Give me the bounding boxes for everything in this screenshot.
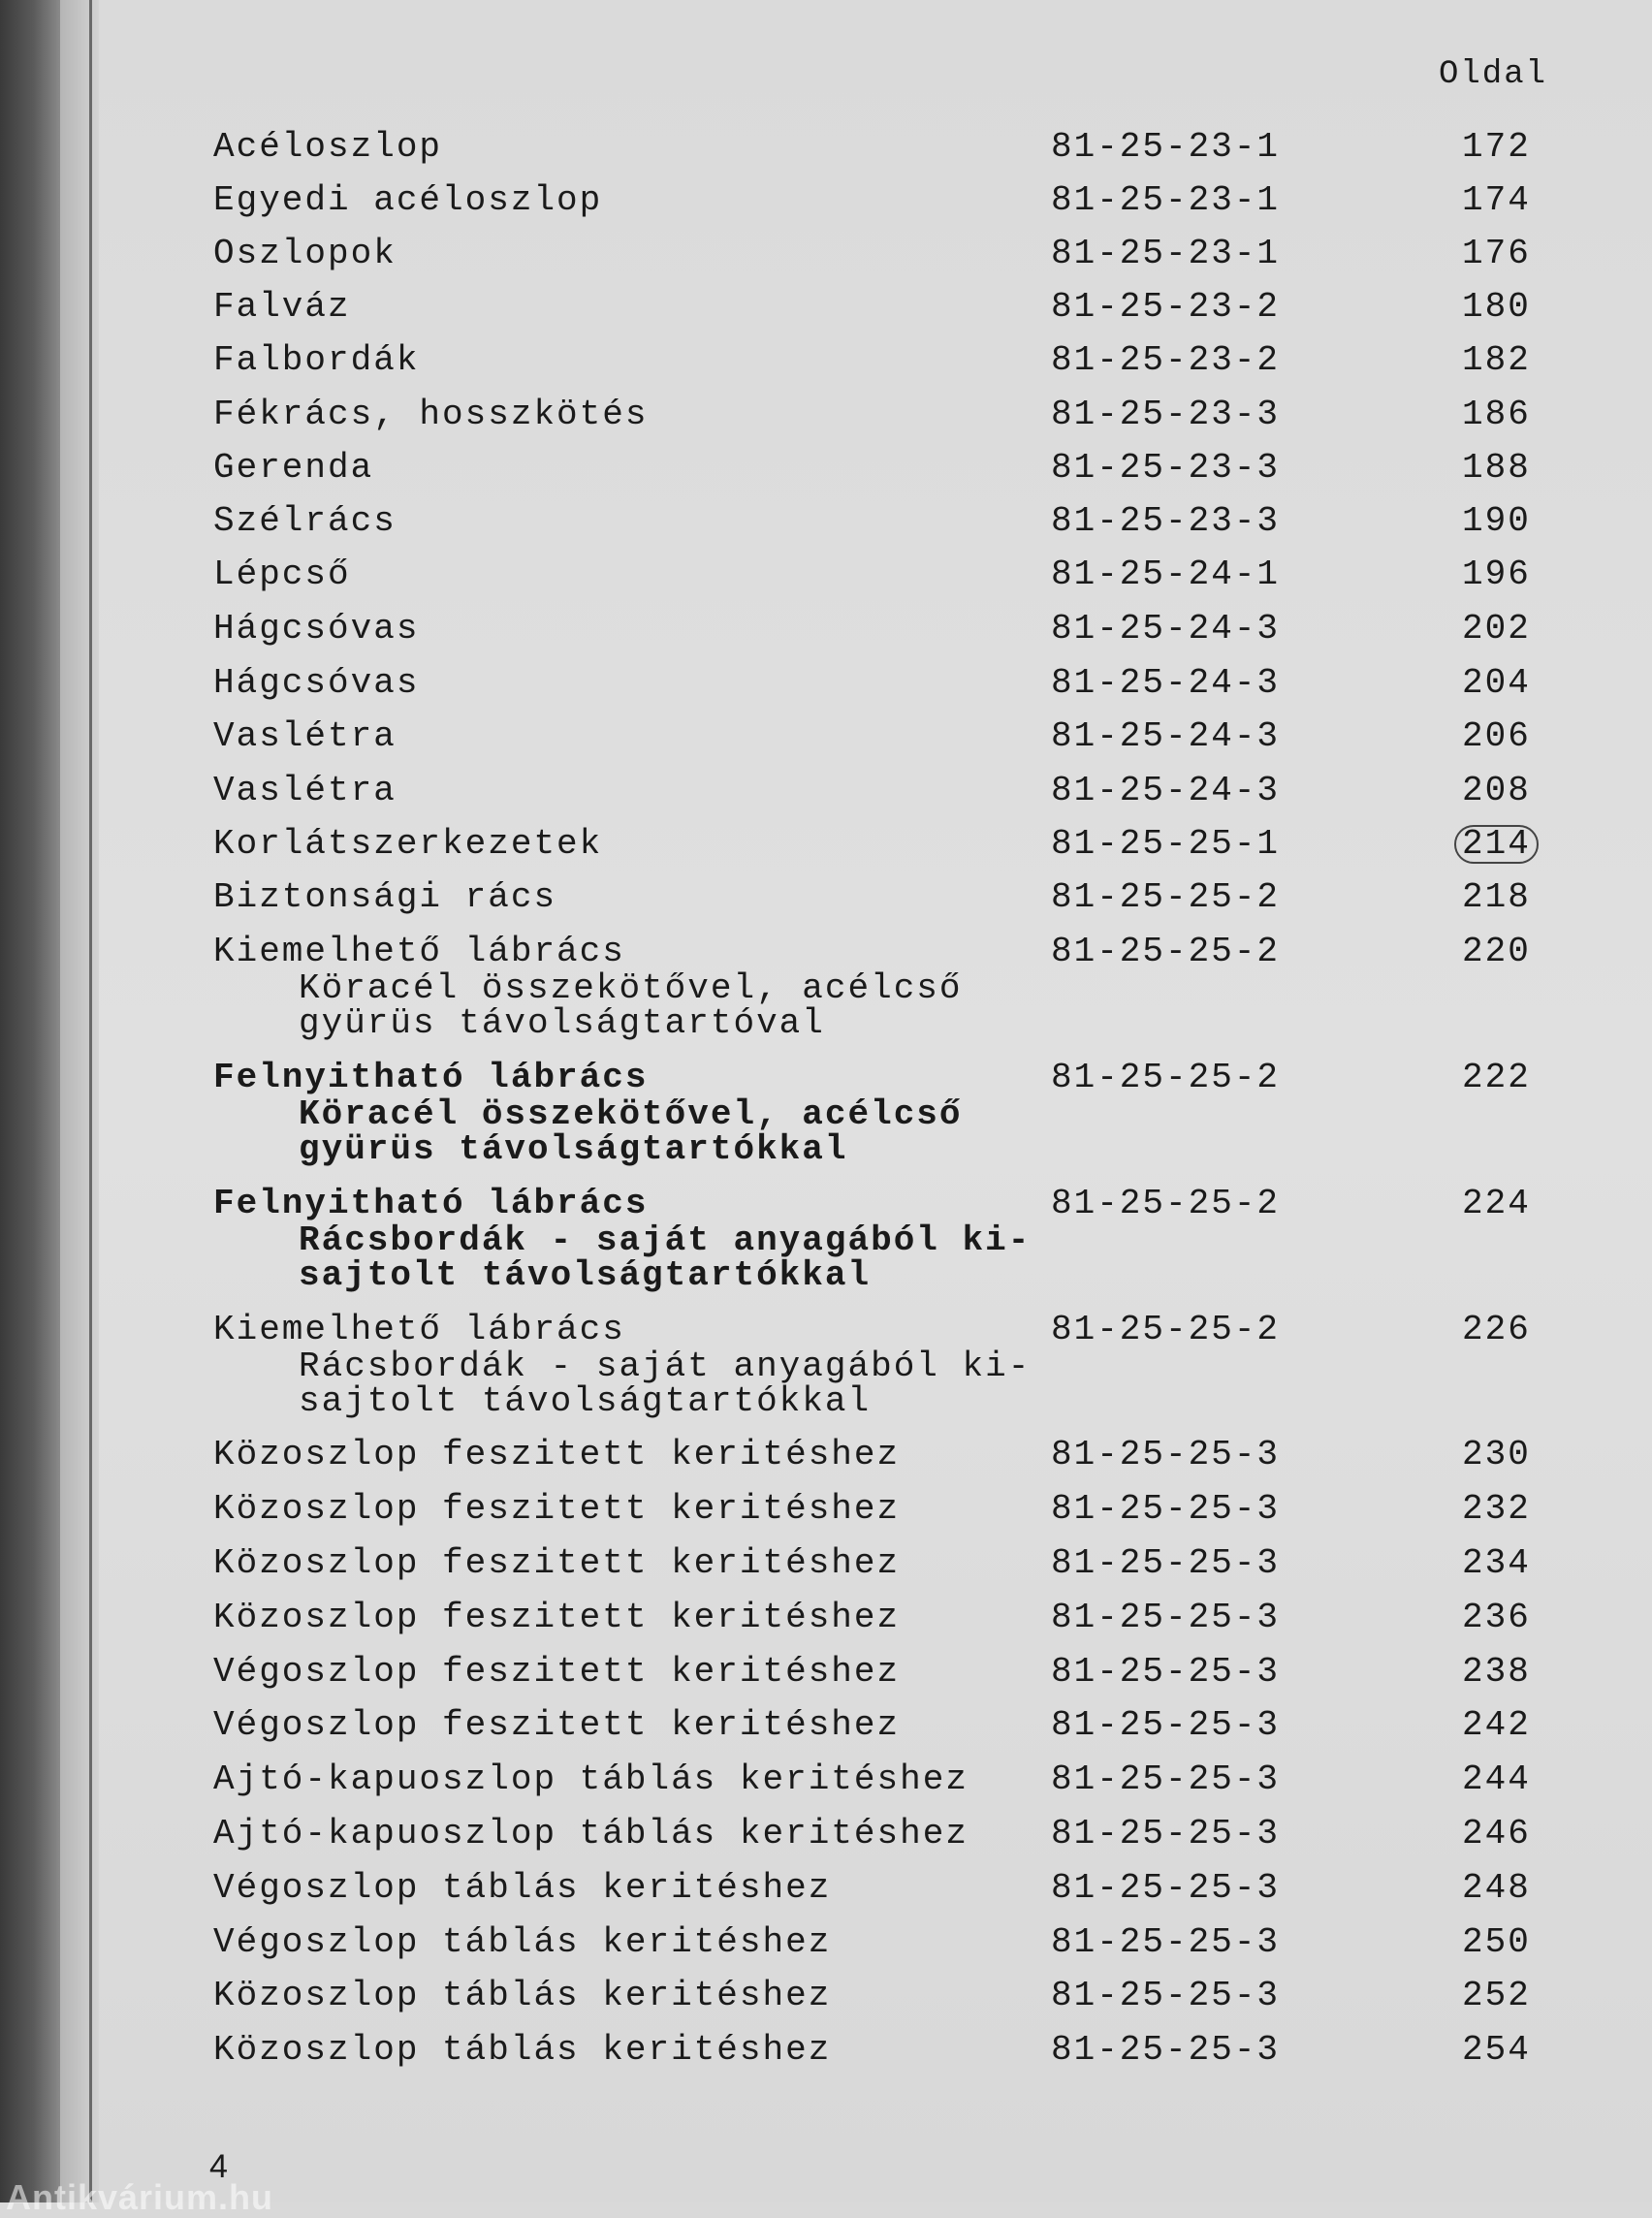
entry-title: Közoszlop táblás keritéshez bbox=[213, 2030, 832, 2070]
entry-title: Közoszlop feszitett keritéshez bbox=[213, 1435, 901, 1474]
entry-title: Hágcsóvas bbox=[213, 609, 420, 649]
entry-title: Közoszlop feszitett keritéshez bbox=[213, 1598, 901, 1637]
entry-title: Oszlopok bbox=[213, 234, 397, 273]
entry-page: 232 bbox=[1462, 1489, 1531, 1529]
entry-code: 81-25-23-3 bbox=[1051, 501, 1281, 541]
entry-title: Kiemelhető lábrács bbox=[213, 1310, 625, 1349]
entry-page: 234 bbox=[1462, 1543, 1531, 1583]
footer-page-number: 4 bbox=[209, 2148, 228, 2185]
entry-code: 81-25-23-2 bbox=[1051, 340, 1281, 380]
entry-code: 81-25-24-3 bbox=[1051, 771, 1281, 810]
entry-page: 248 bbox=[1462, 1868, 1531, 1908]
binding-line bbox=[89, 0, 92, 2202]
entry-code: 81-25-23-1 bbox=[1051, 180, 1281, 220]
entry-title: Egyedi acéloszlop bbox=[213, 180, 603, 220]
entry-page: 226 bbox=[1462, 1310, 1531, 1349]
entry-title: Vaslétra bbox=[213, 716, 397, 756]
column-header-page: Oldal bbox=[1439, 56, 1548, 93]
entry-code: 81-25-25-3 bbox=[1051, 1543, 1281, 1583]
entry-title: Végoszlop táblás keritéshez bbox=[213, 1868, 832, 1908]
entry-page: 246 bbox=[1462, 1814, 1531, 1854]
entry-title: Gerenda bbox=[213, 448, 374, 488]
entry-page: 196 bbox=[1462, 554, 1531, 594]
entry-page: 230 bbox=[1462, 1435, 1531, 1474]
entry-page: 190 bbox=[1462, 501, 1531, 541]
entry-page: 220 bbox=[1462, 932, 1531, 971]
entry-code: 81-25-25-3 bbox=[1051, 1489, 1281, 1529]
entry-page: 204 bbox=[1462, 663, 1531, 703]
entry-code: 81-25-25-2 bbox=[1051, 932, 1281, 971]
entry-page: 206 bbox=[1462, 716, 1531, 756]
entry-page: 182 bbox=[1462, 340, 1531, 380]
entry-title: Vaslétra bbox=[213, 771, 397, 810]
entry-code: 81-25-24-1 bbox=[1051, 554, 1281, 594]
entry-title: Falbordák bbox=[213, 340, 420, 380]
entry-subtitle: Köracél összekötővel, acélcső bbox=[299, 968, 963, 1008]
entry-subtitle: sajtolt távolságtartókkal bbox=[299, 1381, 872, 1421]
entry-title: Közoszlop feszitett keritéshez bbox=[213, 1543, 901, 1583]
pen-circle-mark: 214 bbox=[1454, 825, 1539, 864]
entry-page: 236 bbox=[1462, 1598, 1531, 1637]
entry-title: Lépcső bbox=[213, 554, 351, 594]
entry-page: 250 bbox=[1462, 1922, 1531, 1962]
entry-subtitle: sajtolt távolságtartókkal bbox=[299, 1255, 872, 1295]
entry-title: Ajtó-kapuoszlop táblás keritéshez bbox=[213, 1759, 969, 1799]
entry-code: 81-25-24-3 bbox=[1051, 663, 1281, 703]
watermark: Antikvárium.hu bbox=[6, 2177, 274, 2217]
entry-page: 222 bbox=[1462, 1058, 1531, 1097]
entry-title: Fékrács, hosszkötés bbox=[213, 395, 649, 434]
book-spine bbox=[0, 0, 60, 2202]
entry-code: 81-25-25-3 bbox=[1051, 2030, 1281, 2070]
entry-title: Végoszlop feszitett keritéshez bbox=[213, 1652, 901, 1692]
entry-title: Acéloszlop bbox=[213, 127, 443, 167]
entry-page: 218 bbox=[1462, 877, 1531, 917]
entry-code: 81-25-25-2 bbox=[1051, 877, 1281, 917]
entry-subtitle: Rácsbordák - saját anyagából ki- bbox=[299, 1347, 1032, 1386]
entry-code: 81-25-25-3 bbox=[1051, 1759, 1281, 1799]
entry-code: 81-25-25-3 bbox=[1051, 1705, 1281, 1745]
entry-subtitle: Rácsbordák - saját anyagából ki- bbox=[299, 1220, 1032, 1260]
entry-code: 81-25-25-3 bbox=[1051, 1814, 1281, 1854]
entry-page: 202 bbox=[1462, 609, 1531, 649]
entry-code: 81-25-23-2 bbox=[1051, 287, 1281, 327]
entry-code: 81-25-25-3 bbox=[1051, 1976, 1281, 2015]
entry-title: Falváz bbox=[213, 287, 351, 327]
entry-code: 81-25-25-3 bbox=[1051, 1652, 1281, 1692]
entry-page: 252 bbox=[1462, 1976, 1531, 2015]
entry-code: 81-25-25-3 bbox=[1051, 1922, 1281, 1962]
entry-code: 81-25-25-3 bbox=[1051, 1868, 1281, 1908]
entry-page: 242 bbox=[1462, 1705, 1531, 1745]
entry-title: Biztonsági rács bbox=[213, 877, 557, 917]
entry-title: Végoszlop feszitett keritéshez bbox=[213, 1705, 901, 1745]
entry-code: 81-25-25-2 bbox=[1051, 1310, 1281, 1349]
entry-code: 81-25-23-3 bbox=[1051, 448, 1281, 488]
entry-page: 244 bbox=[1462, 1759, 1531, 1799]
entry-page-circled bbox=[1462, 826, 1539, 864]
entry-title: Szélrács bbox=[213, 501, 397, 541]
entry-subtitle: gyürüs távolságtartókkal bbox=[299, 1129, 848, 1169]
entry-page: 238 bbox=[1462, 1652, 1531, 1692]
entry-code: 81-25-25-1 bbox=[1051, 824, 1281, 864]
entry-subtitle: gyürüs távolságtartóval bbox=[299, 1003, 825, 1043]
entry-page: 172 bbox=[1462, 127, 1531, 167]
entry-page: 254 bbox=[1462, 2030, 1531, 2070]
entry-title: Közoszlop táblás keritéshez bbox=[213, 1976, 832, 2015]
entry-title: Hágcsóvas bbox=[213, 663, 420, 703]
entry-title: Kiemelhető lábrács bbox=[213, 932, 625, 971]
entry-title: Korlátszerkezetek bbox=[213, 824, 603, 864]
entry-page: 208 bbox=[1462, 771, 1531, 810]
entry-code: 81-25-25-2 bbox=[1051, 1058, 1281, 1097]
entry-page: 224 bbox=[1462, 1184, 1531, 1223]
entry-code: 81-25-23-1 bbox=[1051, 127, 1281, 167]
entry-code: 81-25-23-1 bbox=[1051, 234, 1281, 273]
entry-title: Közoszlop feszitett keritéshez bbox=[213, 1489, 901, 1529]
entry-title: Ajtó-kapuoszlop táblás keritéshez bbox=[213, 1814, 969, 1854]
entry-page: 186 bbox=[1462, 395, 1531, 434]
entry-subtitle: Köracél összekötővel, acélcső bbox=[299, 1094, 963, 1134]
entry-code: 81-25-25-3 bbox=[1051, 1598, 1281, 1637]
entry-title: Felnyitható lábrács bbox=[213, 1058, 649, 1097]
entry-code: 81-25-25-3 bbox=[1051, 1435, 1281, 1474]
entry-page: 176 bbox=[1462, 234, 1531, 273]
entry-code: 81-25-24-3 bbox=[1051, 716, 1281, 756]
entry-code: 81-25-25-2 bbox=[1051, 1184, 1281, 1223]
entry-title: Végoszlop táblás keritéshez bbox=[213, 1922, 832, 1962]
entry-title: Felnyitható lábrács bbox=[213, 1184, 649, 1223]
entry-page: 188 bbox=[1462, 448, 1531, 488]
entry-code: 81-25-23-3 bbox=[1051, 395, 1281, 434]
entry-page: 180 bbox=[1462, 287, 1531, 327]
page-edge bbox=[60, 0, 99, 2202]
entry-page: 174 bbox=[1462, 180, 1531, 220]
entry-code: 81-25-24-3 bbox=[1051, 609, 1281, 649]
